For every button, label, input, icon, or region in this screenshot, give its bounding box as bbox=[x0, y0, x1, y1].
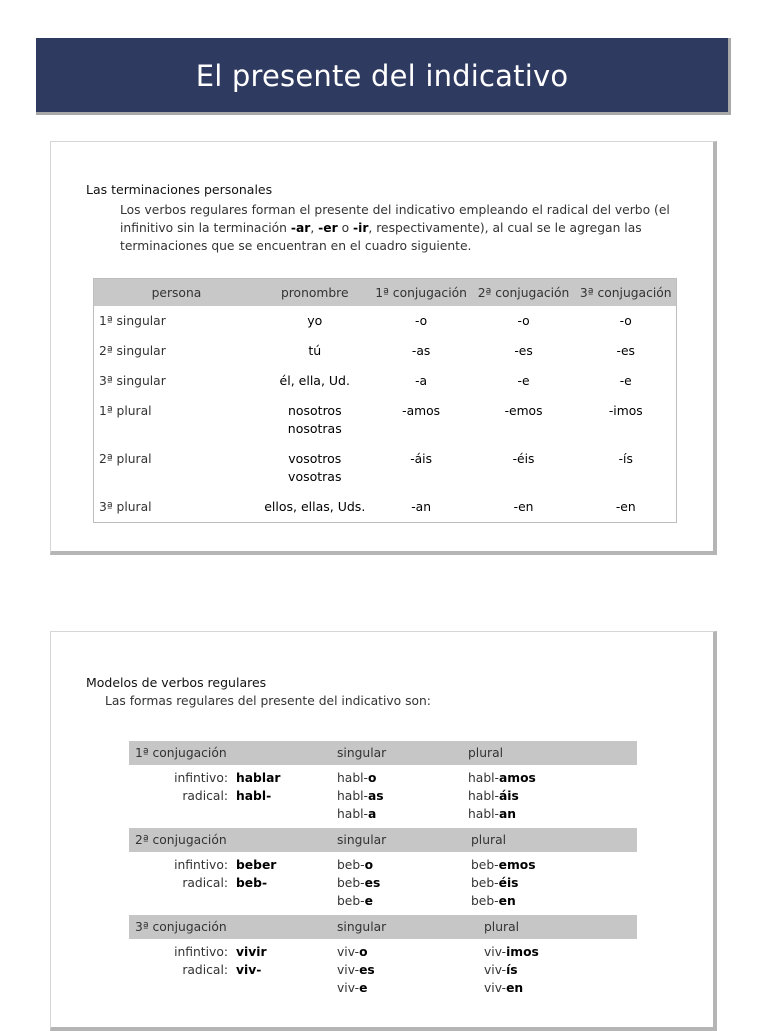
persona-cell: 3ª plural bbox=[99, 500, 152, 514]
table-row bbox=[94, 336, 677, 366]
ending-cell: -ís bbox=[618, 452, 633, 466]
pronombre-cell: tú bbox=[308, 343, 322, 358]
table-row bbox=[94, 396, 677, 444]
section-title-terminaciones: Las terminaciones personales bbox=[86, 182, 273, 197]
ending: imos bbox=[506, 945, 539, 959]
header-conj-3: 3ª conjugación bbox=[576, 279, 677, 307]
stem: beb- bbox=[471, 894, 499, 908]
persona-cell: 2ª singular bbox=[99, 344, 166, 358]
conjugation-band-2 bbox=[129, 828, 637, 852]
ending: áis bbox=[499, 789, 519, 803]
radical-label: radical: bbox=[182, 963, 228, 977]
conjugation-label: 1ª conjugación bbox=[135, 746, 227, 760]
table-row bbox=[94, 444, 677, 492]
endings-table bbox=[93, 278, 677, 523]
stem: beb- bbox=[337, 894, 365, 908]
conjugation-label: 2ª conjugación bbox=[135, 833, 227, 847]
ending: en bbox=[506, 981, 524, 995]
form-line bbox=[337, 805, 384, 823]
ending: es bbox=[359, 963, 375, 977]
form-line bbox=[337, 856, 380, 874]
form-line bbox=[471, 856, 536, 874]
form-line bbox=[337, 943, 375, 961]
conjugation-band-1 bbox=[129, 741, 637, 765]
intro-text: o bbox=[337, 221, 354, 235]
ending-cell: -en bbox=[615, 500, 636, 514]
pronombre-line: nosotras bbox=[287, 421, 342, 436]
radical-label: radical: bbox=[182, 789, 228, 803]
section-title-modelos: Modelos de verbos regulares bbox=[86, 675, 267, 690]
stem: beb- bbox=[471, 858, 499, 872]
plural-header: plural bbox=[484, 920, 520, 934]
ending: o bbox=[359, 945, 368, 959]
infinitive-label: infintivo: bbox=[174, 858, 228, 872]
ending-cell: -emos bbox=[504, 404, 543, 418]
pronombre-cell bbox=[259, 444, 371, 492]
persona-cell: 1ª singular bbox=[99, 314, 166, 328]
stem: habl- bbox=[468, 771, 499, 785]
ending-cell: -áis bbox=[410, 452, 432, 466]
form-line bbox=[337, 961, 375, 979]
form-line bbox=[471, 874, 536, 892]
ending-cell: -o bbox=[415, 314, 428, 328]
infinitive-value: beber bbox=[236, 858, 277, 872]
model-labels bbox=[168, 943, 228, 979]
page-title: El presente del indicativo bbox=[195, 59, 569, 93]
radical-value: habl- bbox=[236, 789, 272, 803]
stem: beb- bbox=[471, 876, 499, 890]
ending: o bbox=[368, 771, 377, 785]
radical-value: beb- bbox=[236, 876, 268, 890]
stem: viv- bbox=[484, 963, 507, 977]
infinitive-value: hablar bbox=[236, 771, 281, 785]
plural-forms bbox=[468, 769, 536, 823]
ending-ar: -ar bbox=[290, 221, 311, 235]
plural-forms bbox=[471, 856, 536, 910]
infinitive-label: infintivo: bbox=[174, 771, 228, 785]
pronombre-line: vosotras bbox=[288, 469, 342, 484]
form-line bbox=[468, 787, 536, 805]
stem: habl- bbox=[468, 789, 499, 803]
header-pronombre: pronombre bbox=[259, 279, 371, 307]
ending-cell: -éis bbox=[512, 452, 535, 466]
form-line bbox=[484, 943, 539, 961]
radical-value: viv- bbox=[236, 963, 262, 977]
stem: viv- bbox=[337, 981, 360, 995]
modelos-intro: Las formas regulares del presente del indicativo son: bbox=[105, 694, 431, 708]
persona-cell: 3ª singular bbox=[99, 374, 166, 388]
ending-er: -er bbox=[318, 221, 338, 235]
form-line bbox=[337, 892, 380, 910]
singular-forms bbox=[337, 769, 384, 823]
stem: habl- bbox=[337, 807, 368, 821]
ending: amos bbox=[499, 771, 536, 785]
form-line bbox=[337, 769, 384, 787]
ending: es bbox=[364, 876, 381, 890]
ending-cell: -a bbox=[415, 374, 428, 388]
stem: viv- bbox=[484, 981, 507, 995]
header-conj-2: 2ª conjugación bbox=[472, 279, 576, 307]
singular-forms bbox=[337, 856, 380, 910]
ending-cell: -o bbox=[619, 314, 632, 328]
pronombre-line: nosotros bbox=[287, 403, 342, 418]
ending: e bbox=[364, 894, 373, 908]
ending-cell: -o bbox=[517, 314, 530, 328]
ending-cell: -amos bbox=[402, 404, 441, 418]
ending: a bbox=[368, 807, 377, 821]
ending: as bbox=[368, 789, 384, 803]
table-row bbox=[94, 306, 677, 336]
pronombre-cell: yo bbox=[307, 313, 323, 328]
model-values bbox=[236, 943, 267, 979]
ending-cell: -en bbox=[513, 500, 534, 514]
plural-forms bbox=[484, 943, 539, 997]
infinitive-label: infintivo: bbox=[174, 945, 228, 959]
form-line bbox=[468, 769, 536, 787]
plural-header: plural bbox=[468, 746, 504, 760]
intro-line-1: Los verbos regulares forman el presente del indicativo empleando el radical del verbo (el bbox=[120, 203, 670, 217]
model-values bbox=[236, 856, 276, 892]
ending-cell: -es bbox=[514, 344, 533, 358]
ending: en bbox=[498, 894, 516, 908]
stem: beb- bbox=[337, 876, 365, 890]
form-line bbox=[337, 787, 384, 805]
ending: éis bbox=[498, 876, 519, 890]
radical-label: radical: bbox=[182, 876, 228, 890]
intro-line-2 bbox=[120, 219, 670, 237]
ending: an bbox=[499, 807, 517, 821]
ending: ís bbox=[506, 963, 518, 977]
intro-text: infinitivo sin la terminación bbox=[120, 221, 291, 235]
form-line bbox=[471, 892, 536, 910]
ending-cell: -es bbox=[616, 344, 635, 358]
pronombre-cell: ellos, ellas, Uds. bbox=[264, 499, 366, 514]
stem: beb- bbox=[337, 858, 365, 872]
pronombre-line: vosotros bbox=[288, 451, 342, 466]
ending-cell: -imos bbox=[608, 404, 643, 418]
form-line bbox=[337, 874, 380, 892]
modelos-slide bbox=[50, 631, 717, 1031]
singular-header: singular bbox=[337, 833, 387, 847]
ending-ir: -ir bbox=[353, 221, 369, 235]
title-banner bbox=[36, 38, 731, 115]
intro-line-3: terminaciones que se encuentran en el cuadro siguiente. bbox=[120, 239, 472, 253]
ending-cell: -e bbox=[517, 374, 530, 388]
intro-paragraph bbox=[120, 201, 670, 255]
ending: o bbox=[364, 858, 374, 872]
ending-cell: -as bbox=[411, 344, 431, 358]
conjugation-band-3 bbox=[129, 915, 637, 939]
model-labels bbox=[168, 856, 228, 892]
pronombre-cell: él, ella, Ud. bbox=[279, 373, 350, 388]
stem: habl- bbox=[337, 771, 368, 785]
model-values bbox=[236, 769, 280, 805]
table-header-row bbox=[94, 279, 677, 307]
header-conj-1: 1ª conjugación bbox=[371, 279, 472, 307]
stem: habl- bbox=[468, 807, 499, 821]
header-persona: persona bbox=[94, 279, 259, 307]
ending: emos bbox=[498, 858, 536, 872]
stem: viv- bbox=[484, 945, 507, 959]
model-labels bbox=[168, 769, 228, 805]
table-row bbox=[94, 366, 677, 396]
form-line bbox=[484, 979, 539, 997]
table-row bbox=[94, 492, 677, 523]
intro-text: , bbox=[310, 221, 319, 235]
persona-cell: 1ª plural bbox=[99, 404, 152, 418]
ending: e bbox=[359, 981, 368, 995]
infinitive-value: vivir bbox=[236, 945, 267, 959]
form-line bbox=[337, 979, 375, 997]
stem: viv- bbox=[337, 945, 360, 959]
conjugation-label: 3ª conjugación bbox=[135, 920, 227, 934]
stem: viv- bbox=[337, 963, 360, 977]
ending-cell: -e bbox=[619, 374, 632, 388]
terminaciones-slide bbox=[50, 141, 717, 555]
singular-forms bbox=[337, 943, 375, 997]
form-line bbox=[468, 805, 536, 823]
stem: habl- bbox=[337, 789, 368, 803]
persona-cell: 2ª plural bbox=[99, 452, 152, 466]
intro-text: , respectivamente), al cual se le agregan las bbox=[368, 221, 642, 235]
ending-cell: -an bbox=[411, 500, 431, 514]
form-line bbox=[484, 961, 539, 979]
singular-header: singular bbox=[337, 920, 387, 934]
singular-header: singular bbox=[337, 746, 387, 760]
plural-header: plural bbox=[471, 833, 507, 847]
pronombre-cell bbox=[259, 396, 371, 444]
